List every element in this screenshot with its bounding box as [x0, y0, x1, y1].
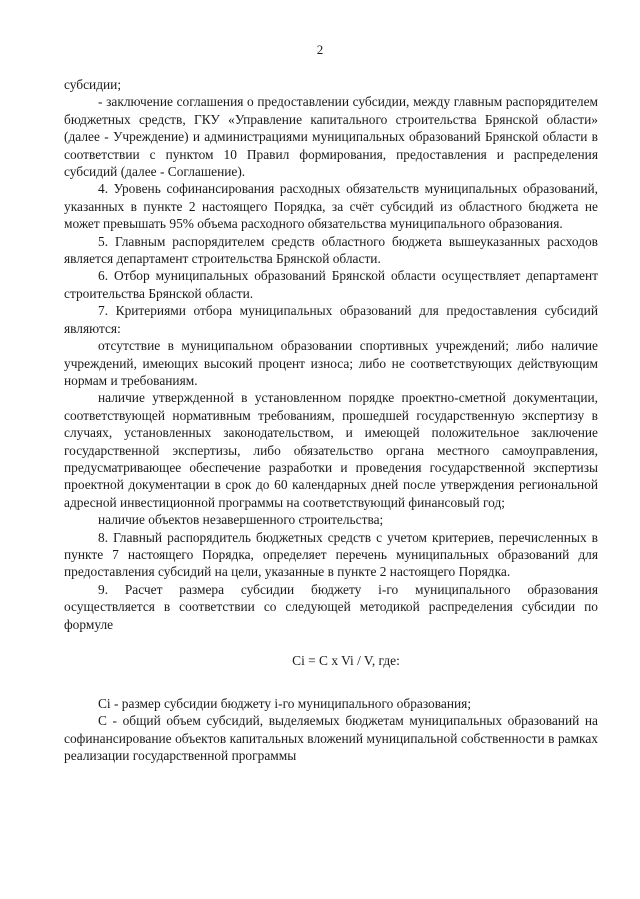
paragraph-item-7: 7. Критериями отбора муниципальных образований для предоставления субсидий являются: [64, 303, 598, 336]
paragraph-criterion-1: отсутствие в муниципальном образовании спортивных учреждений; либо наличие учреждений, имеющих высокий процент износа; либо не соответствующих действующим нормам и требованиям. [64, 338, 598, 388]
paragraph-criterion-2: наличие утвержденной в установленном порядке проектно-сметной документации, соответствующей нормативным требованиям, прошедшей государственную экспертизу в случаях, установленных законодательством, и имеющей положительное заключение государственной экспертизы, либо обязательство органа местного самоуправления, предусматривающее обеспечение разработки и проведения государственной экспертизы проектной документации в срок до 60 календарных дней после утверждения региональной адресной инвестиционной программы на соответствующий финансовый год; [64, 390, 598, 510]
document-body [64, 76, 598, 765]
paragraph-item-8: 8. Главный распорядитель бюджетных средств с учетом критериев, перечисленных в пункте 7 настоящего Порядка, определяет перечень муниципальных образований для предоставления субсидий на цели, указанные в пункте 2 настоящего Порядка. [64, 529, 598, 580]
paragraph-item-4: 4. Уровень софинансирования расходных обязательств муниципальных образований, указанных в пункте 2 настоящего Порядка, за счёт субсидий из областного бюджета не может превышать 95% объема расходного обязательства муниципального образования. [64, 181, 598, 232]
subsidy-formula: Ci = C x Vi / V, где: [292, 653, 400, 668]
paragraph-item-6: 6. Отбор муниципальных образований Брянской области осуществляет департамент строительства Брянской области. [64, 268, 598, 301]
paragraph-agreement: - заключение соглашения о предоставлении субсидии, между главным распорядителем бюджетных средств, ГКУ «Управление капитального строительства Брянской области» (далее - Учреждение) и администрациями муниципальных образований Брянской области в соответствии с пунктом 10 Правил формирования, предоставления и распределения субсидий (далее - Соглашение). [64, 94, 598, 180]
paragraph-item-9: 9. Расчет размера субсидии бюджету i-го муниципального образования осуществляется в соответствии со следующей методикой распределения субсидии по формуле [64, 581, 598, 632]
paragraph-criterion-3: наличие объектов незавершенного строительства; [98, 512, 384, 528]
page-number: 2 [316, 42, 324, 57]
definition-c: C - общий объем субсидий, выделяемых бюджетам муниципальных образований на софинансирование объектов капитальных вложений муниципальной собственности в рамках реализации государственной программы [64, 713, 598, 764]
definition-ci: Ci - размер субсидии бюджету i-го муниципального образования; [98, 696, 472, 711]
paragraph-subsidies-continued: субсидии; [64, 77, 122, 92]
paragraph-item-5: 5. Главным распорядителем средств областного бюджета вышеуказанных расходов является департамент строительства Брянской области. [64, 233, 598, 267]
